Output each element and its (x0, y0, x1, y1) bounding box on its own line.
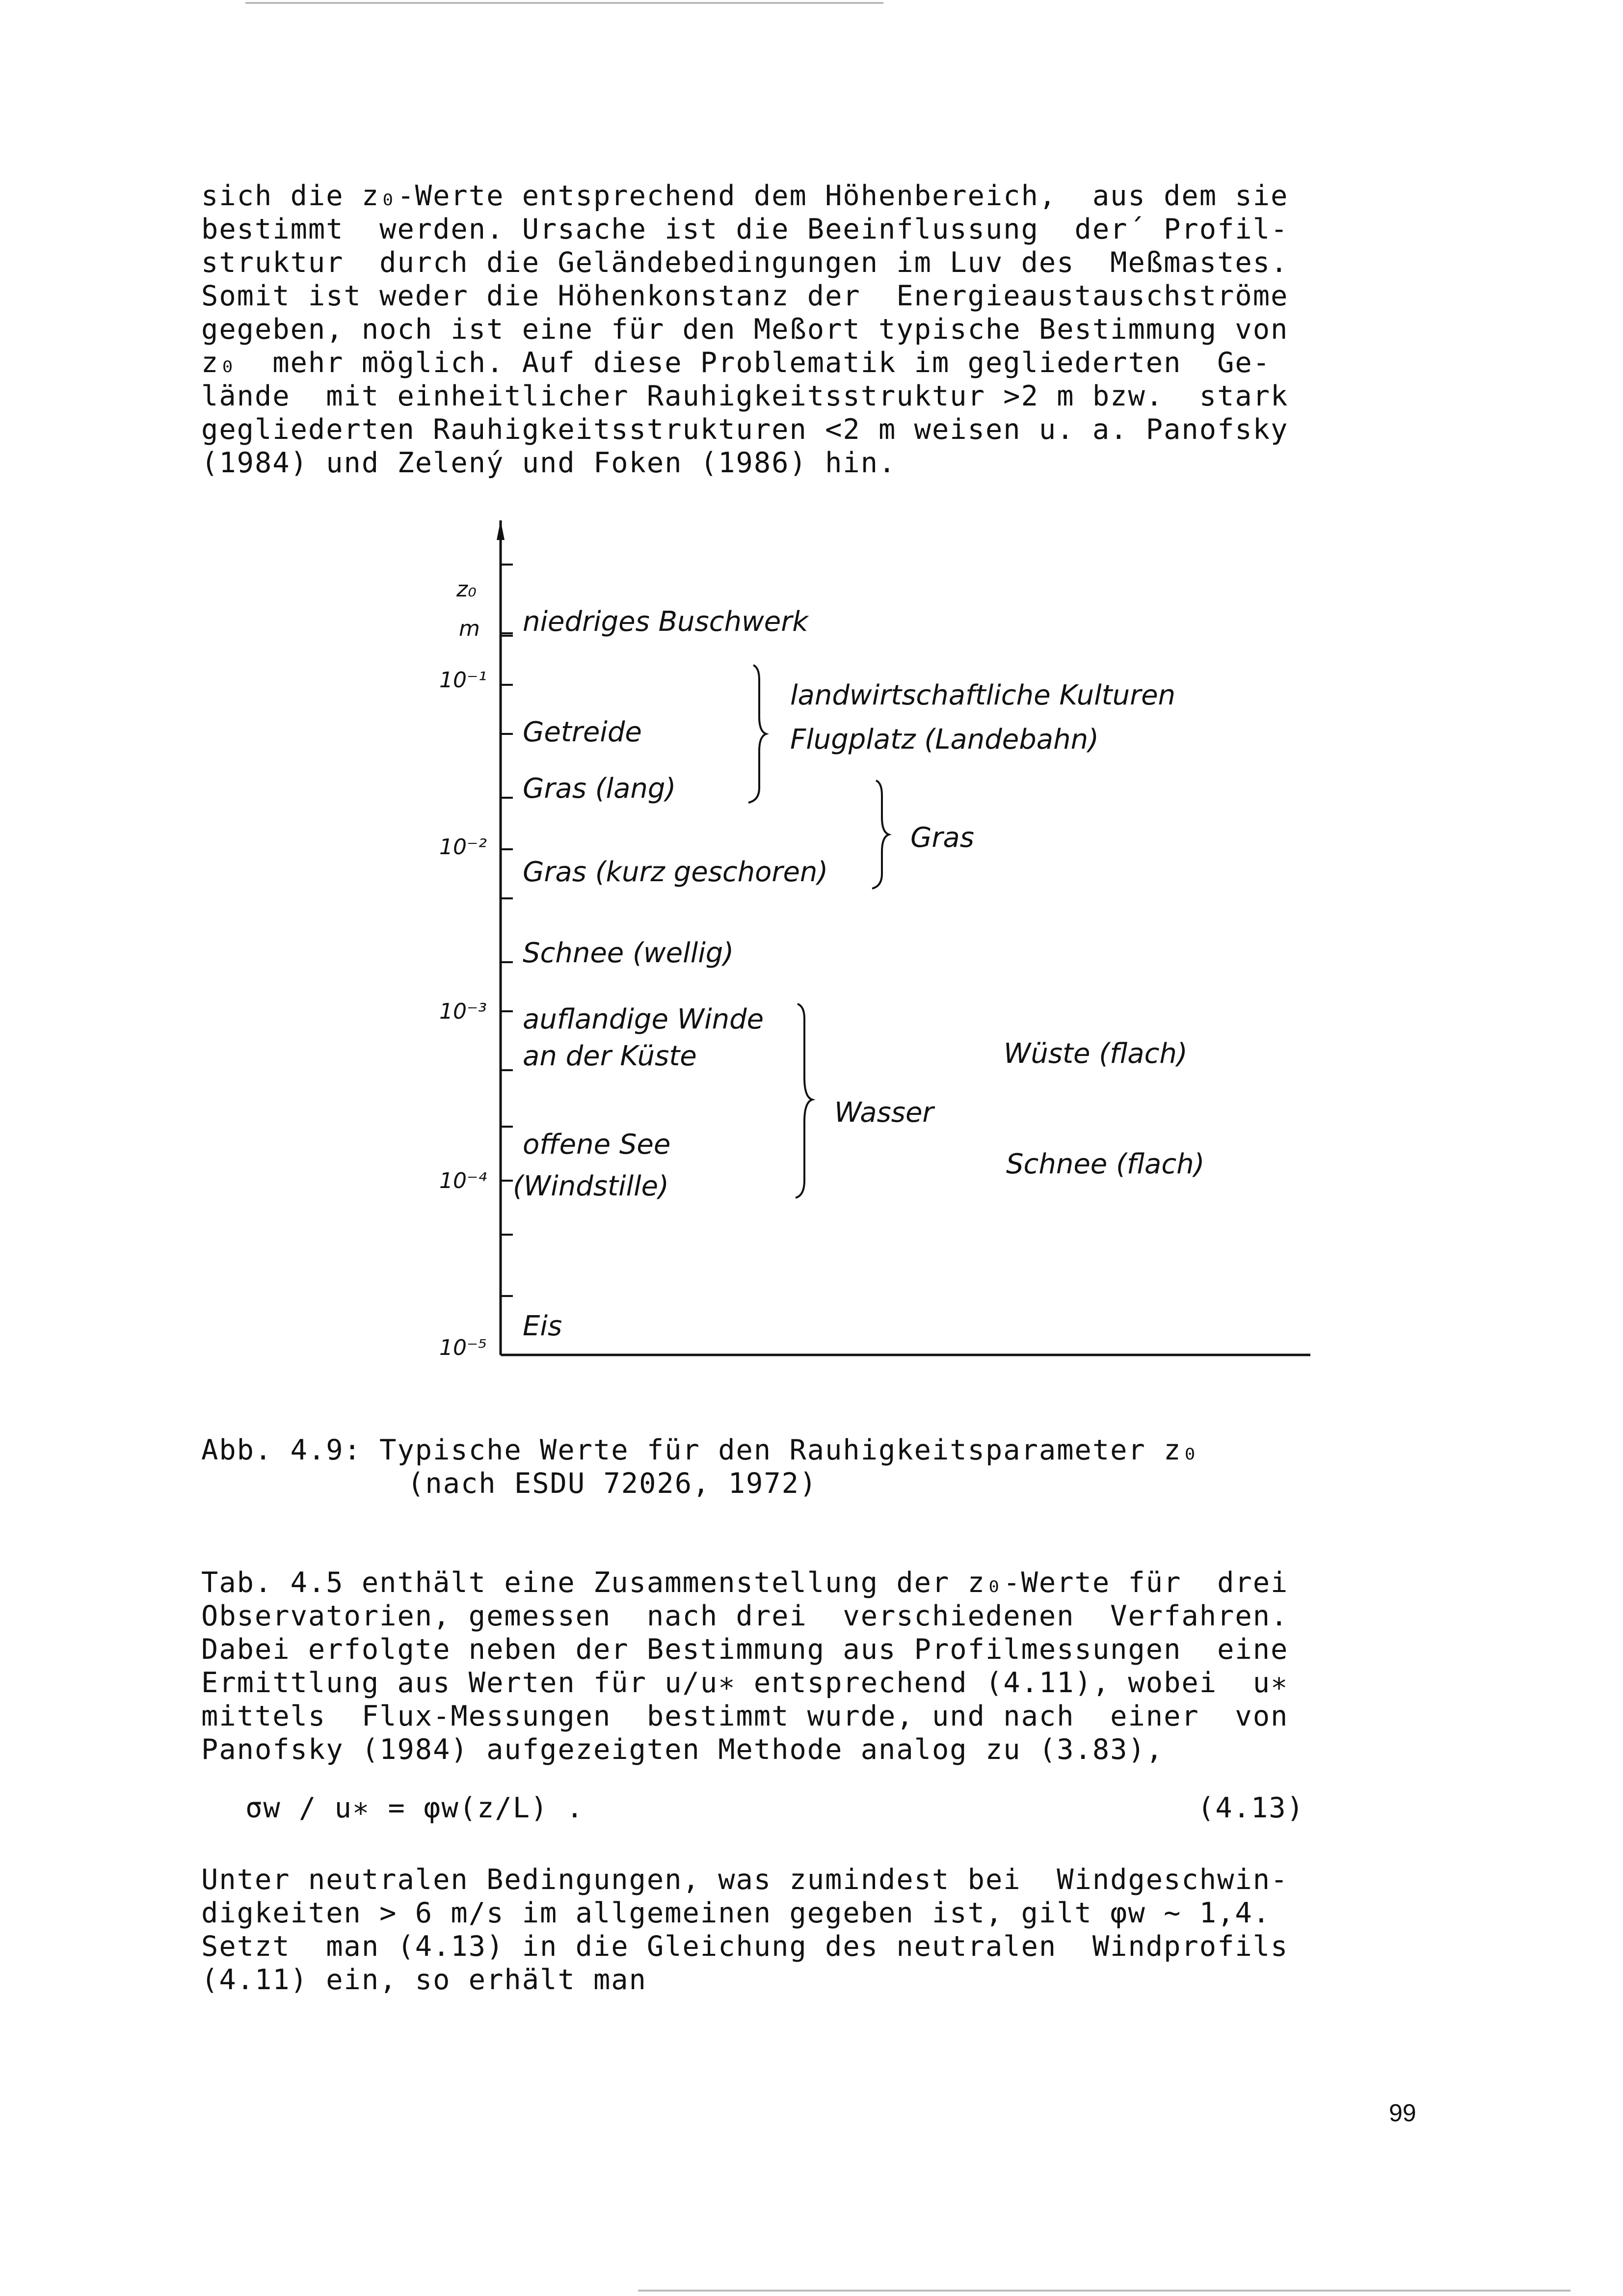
text-line: Dabei erfolgte neben der Bestimmung aus Profilmessungen eine (201, 1633, 1289, 1666)
text-line: lände mit einheitlicher Rauhigkeitsstruktur >2 m bzw. stark (201, 380, 1289, 412)
label-landwirtschaftliche-kulturen: landwirtschaftliche Kulturen (790, 679, 1176, 711)
text-line: Panofsky (1984) aufgezeigten Methode analog zu (3.83), (201, 1733, 1164, 1766)
label-niedriges-buschwerk: niedriges Buschwerk (523, 606, 808, 638)
label-eis: Eis (523, 1310, 562, 1342)
tick-label: 10⁻² (439, 835, 487, 860)
label-gras-kurz: Gras (kurz geschoren) (523, 856, 828, 888)
label-wasser-group: Wasser (834, 1097, 934, 1129)
text-line: gegliederten Rauhigkeitsstrukturen <2 m weisen u. a. Panofsky (201, 413, 1289, 446)
tick-label: 10⁻³ (439, 999, 487, 1024)
label-gras-lang: Gras (lang) (523, 773, 676, 805)
text-line: z₀ mehr möglich. Auf diese Problematik im gegliederten Ge- (201, 347, 1271, 379)
paragraph-table-intro (201, 1566, 1413, 1766)
text-line: struktur durch die Geländebedingungen im Luv des Meßmastes. (201, 246, 1289, 279)
label-windstille: (Windstille) (513, 1170, 669, 1202)
text-line: Setzt man (4.13) in die Gleichung des neutralen Windprofils (201, 1930, 1289, 1963)
axis-unit: m (459, 616, 480, 641)
text-line: sich die z₀-Werte entsprechend dem Höhenbereich, aus dem sie (201, 180, 1289, 212)
equation-expression: σw / u∗ = φw(z/L) . (245, 1792, 585, 1824)
text-line: Unter neutralen Bedingungen, was zumindest bei Windgeschwin- (201, 1864, 1289, 1896)
axis-ticks (501, 565, 513, 1296)
brace-wasser (796, 1004, 812, 1198)
bottom-scan-edge (638, 2290, 1570, 2292)
label-getreide: Getreide (523, 716, 642, 748)
page-number: 99 (1389, 2099, 1416, 2127)
label-wueste-flach: Wüste (flach) (1004, 1038, 1188, 1070)
tick-label: 10⁻⁵ (439, 1335, 487, 1360)
text-line: Tab. 4.5 enthält eine Zusammenstellung der z₀-Werte für drei (201, 1567, 1289, 1599)
text-line: Observatorien, gemessen nach drei verschiedenen Verfahren. (201, 1600, 1289, 1632)
text-line: Somit ist weder die Höhenkonstanz der Energieaustauschströme (201, 280, 1289, 312)
equation-number: (4.13) (1197, 1792, 1304, 1824)
paragraph-neutral (201, 1863, 1413, 1997)
text-line: (4.11) ein, so erhält man (201, 1964, 647, 1996)
text-line: Ermittlung aus Werten für u/u∗ entsprechend (4.11), wobei u∗ (201, 1667, 1289, 1699)
figure-caption-line2: (nach ESDU 72026, 1972) (407, 1467, 818, 1500)
figure-caption-line1: Abb. 4.9: Typische Werte für den Rauhigkeitsparameter z₀ (201, 1434, 1199, 1466)
text-line: (1984) und Zelený und Foken (1986) hin. (201, 447, 897, 479)
axis-symbol: z₀ (456, 577, 477, 602)
label-offene-see: offene See (523, 1129, 671, 1161)
label-flugplatz: Flugplatz (Landebahn) (790, 724, 1099, 756)
text-line: bestimmt werden. Ursache ist die Beeinflussung der´ Profil- (201, 213, 1289, 245)
label-schnee-flach: Schnee (flach) (1006, 1148, 1205, 1180)
axis-arrowhead (497, 520, 505, 540)
text-line: gegeben, noch ist eine für den Meßort typische Bestimmung von (201, 313, 1289, 346)
brace-agriculture (748, 665, 766, 803)
brace-gras (872, 781, 889, 889)
label-gras-group: Gras (910, 822, 974, 854)
text-line: mittels Flux-Messungen bestimmt wurde, und nach einer von (201, 1700, 1289, 1732)
label-auflandige-winde: auflandige Winde (523, 1003, 764, 1035)
label-an-der-kueste: an der Küste (523, 1040, 697, 1072)
text-line: digkeiten > 6 m/s im allgemeinen gegeben ist, gilt φw ∼ 1,4. (201, 1897, 1271, 1929)
tick-label: 10⁻⁴ (439, 1168, 487, 1193)
label-schnee-wellig: Schnee (wellig) (523, 937, 734, 969)
tick-label: 10⁻¹ (439, 668, 487, 693)
